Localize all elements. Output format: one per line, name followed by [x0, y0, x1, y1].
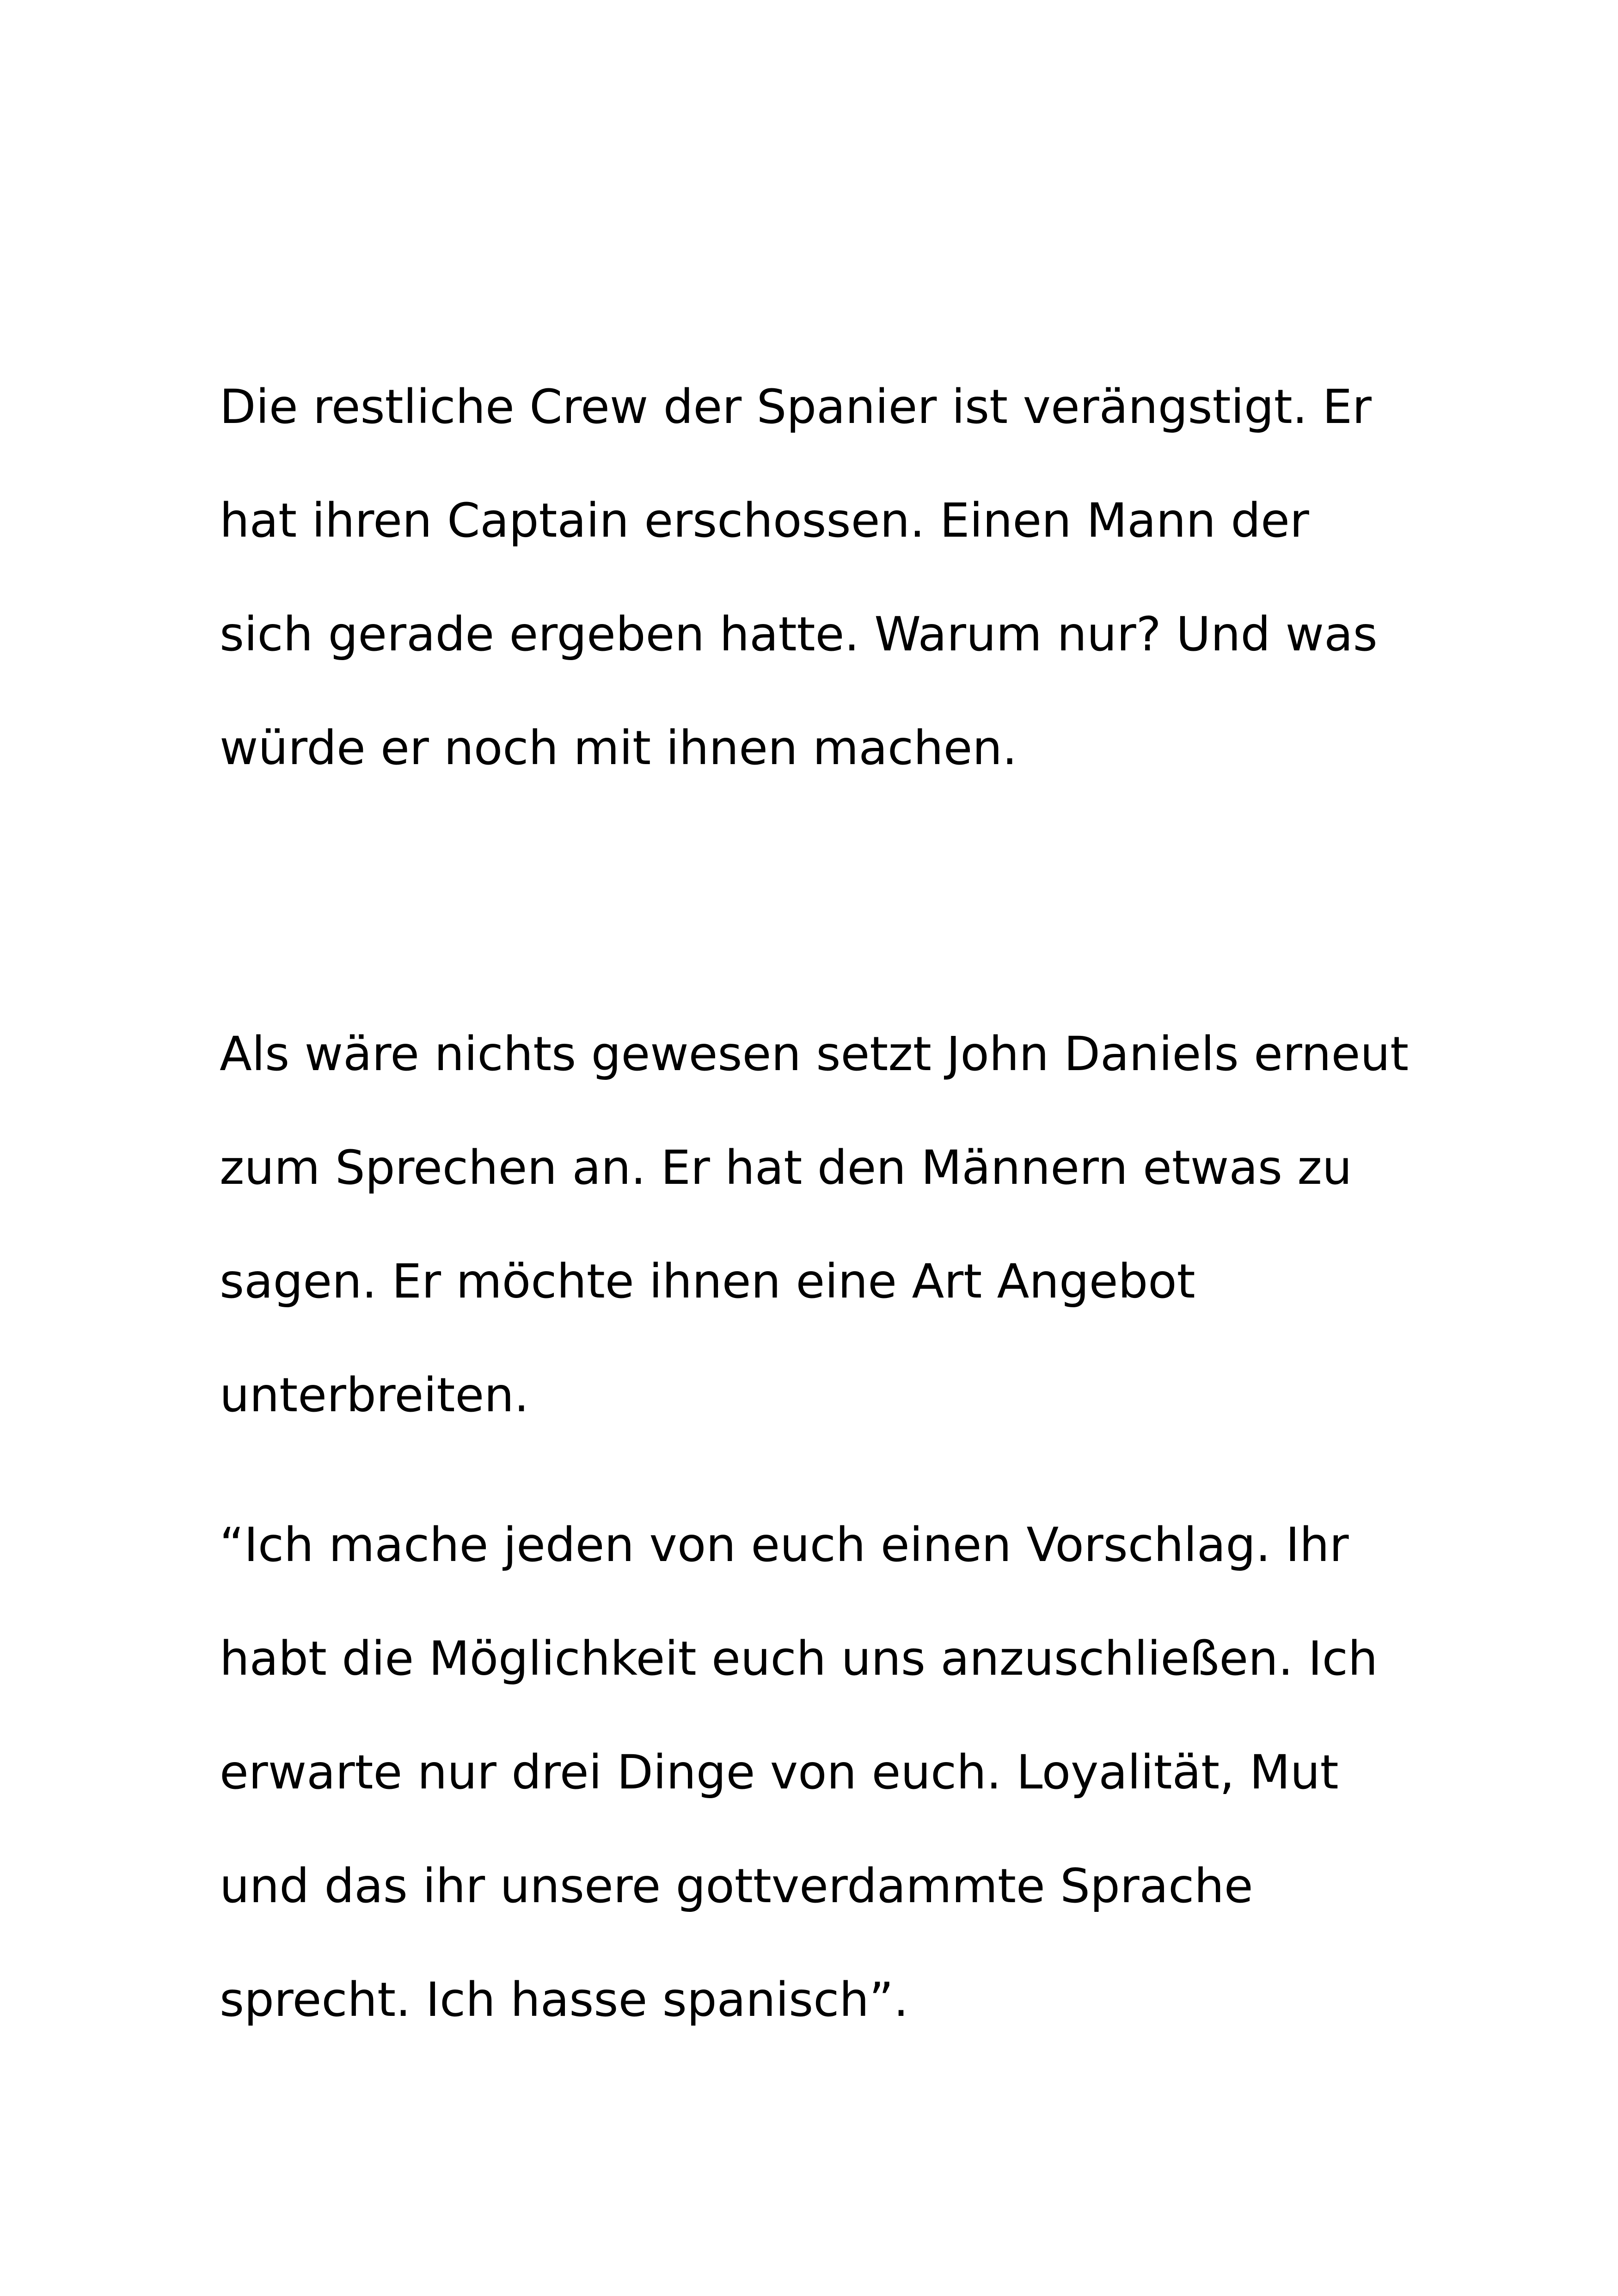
- paragraph-2: [220, 998, 1468, 1452]
- paragraph-1: [220, 350, 1468, 805]
- paragraph-line: hat ihren Captain erschossen. Einen Mann der: [220, 493, 1309, 548]
- paragraph-line: sprecht. Ich hasse spanisch”.: [220, 1972, 909, 2027]
- paragraph-line: “Ich mache jeden von euch einen Vorschlag. Ihr: [220, 1518, 1349, 1573]
- paragraph-line: unterbreiten.: [220, 1368, 529, 1423]
- paragraph-line: Als wäre nichts gewesen setzt John Daniels erneut: [220, 1027, 1409, 1082]
- paragraph-line: erwarte nur drei Dinge von euch. Loyalität, Mut: [220, 1745, 1339, 1800]
- paragraph-line: sagen. Er möchte ihnen eine Art Angebot: [220, 1254, 1195, 1309]
- paragraph-line: Die restliche Crew der Spanier ist verängstigt. Er: [220, 380, 1372, 435]
- paragraph-line: würde er noch mit ihnen machen.: [220, 721, 1017, 776]
- paragraph-line: zum Sprechen an. Er hat den Männern etwas zu: [220, 1140, 1352, 1195]
- paragraph-line: habt die Möglichkeit euch uns anzuschließen. Ich: [220, 1631, 1378, 1686]
- paragraph-3: [220, 1488, 1468, 2057]
- paragraph-line: und das ihr unsere gottverdammte Sprache: [220, 1859, 1253, 1914]
- paragraph-line: sich gerade ergeben hatte. Warum nur? Und was: [220, 607, 1378, 662]
